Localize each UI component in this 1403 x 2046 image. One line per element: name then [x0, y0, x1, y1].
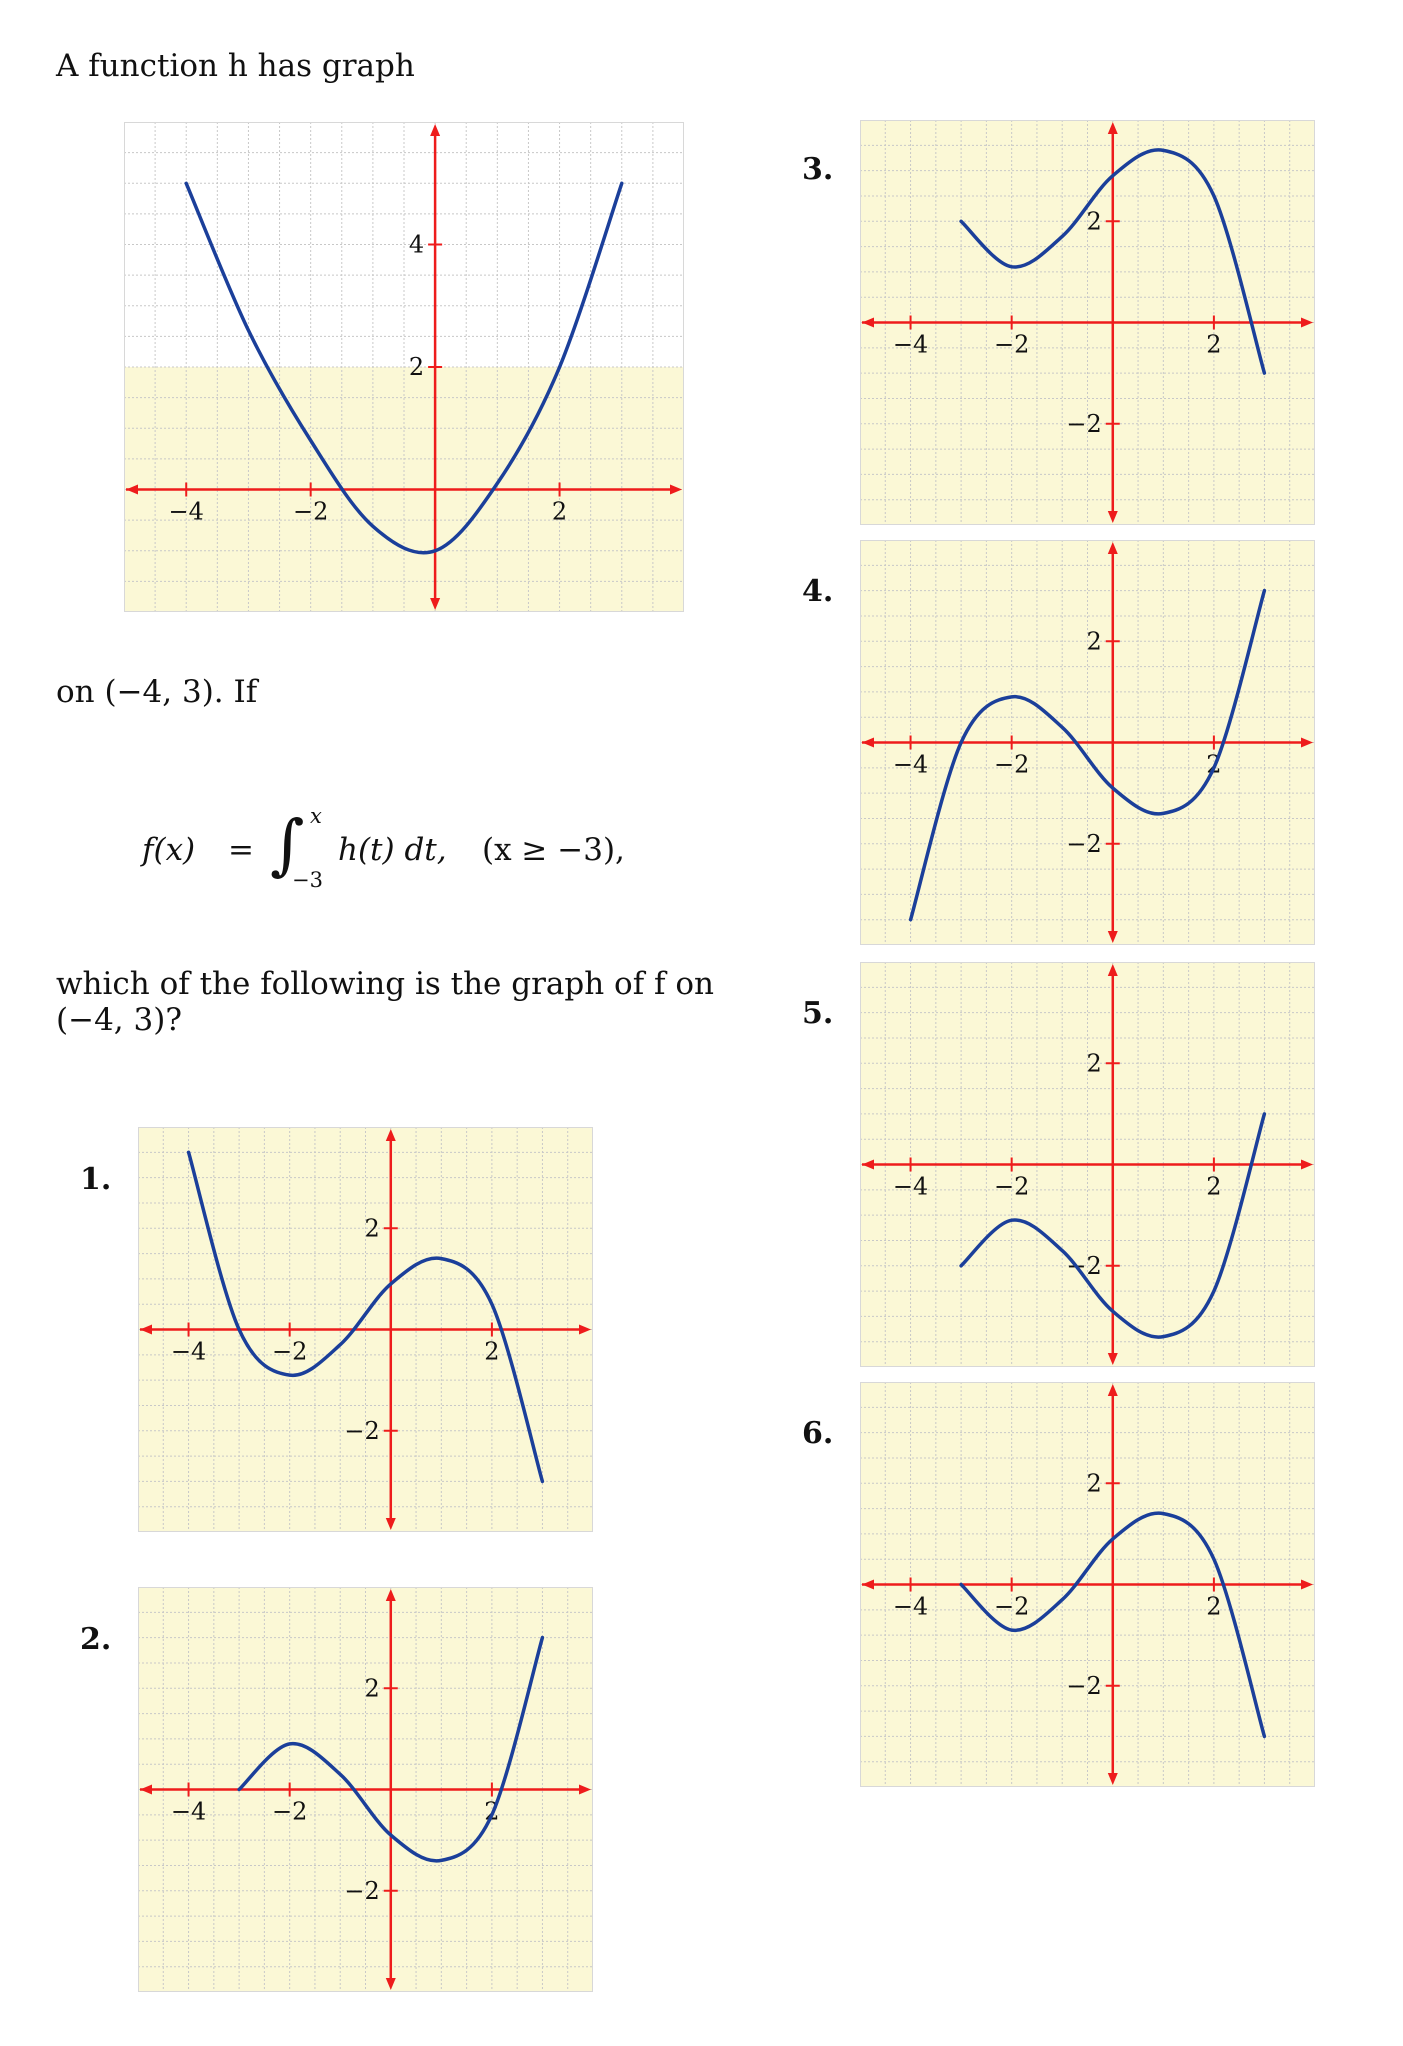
graph-choice-1: [138, 1127, 593, 1532]
x-tick-label: −4: [892, 330, 929, 359]
question-line-2: (−4, 3)?: [56, 1002, 182, 1038]
integral-sign: ∫: [270, 806, 305, 883]
graph-choice-4: [860, 540, 1315, 945]
choice-3-label: 3.: [802, 152, 834, 187]
choice-1-label: 1.: [80, 1162, 112, 1197]
formula-condition: (x ≥ −3),: [482, 832, 625, 868]
formula-equals: =: [228, 832, 254, 868]
question-line-1: which of the following is the graph of f on: [56, 966, 715, 1002]
x-tick-label: −4: [892, 750, 929, 779]
y-tick-label: −2: [1066, 409, 1102, 438]
x-tick-label: 2: [551, 497, 568, 526]
graph-choice-6: [860, 1382, 1315, 1787]
x-tick-label: −4: [892, 1172, 929, 1201]
choice-2-label: 2.: [80, 1622, 112, 1657]
x-tick-label: 2: [484, 1337, 500, 1366]
integral-lower-limit: −3: [292, 868, 323, 892]
y-tick-label: 2: [1086, 207, 1102, 236]
y-tick-label: 2: [408, 353, 425, 381]
y-tick-label: 2: [1086, 1469, 1102, 1498]
y-tick-label: −2: [1066, 829, 1102, 858]
x-tick-label: −4: [170, 1337, 207, 1366]
y-tick-label: 2: [364, 1214, 380, 1243]
choice-4-label: 4.: [802, 574, 834, 609]
choice-5-label: 5.: [802, 996, 834, 1031]
problem-interval: on (−4, 3). If: [56, 674, 258, 710]
x-tick-label: −2: [993, 750, 1030, 779]
y-tick-label: 4: [408, 230, 425, 259]
graph-choice-2: [138, 1587, 593, 1992]
formula-lhs: f(x): [142, 832, 196, 868]
y-tick-label: −2: [1066, 1251, 1102, 1280]
x-tick-label: −4: [170, 1797, 207, 1826]
x-tick-label: −4: [168, 497, 204, 526]
x-tick-label: −2: [993, 1172, 1030, 1201]
y-tick-label: −2: [344, 1876, 380, 1905]
x-tick-label: −4: [892, 1592, 929, 1621]
x-tick-label: −2: [292, 497, 329, 526]
x-tick-label: −2: [993, 330, 1030, 359]
choice-6-label: 6.: [802, 1416, 834, 1451]
x-tick-label: 2: [1206, 1592, 1222, 1621]
graph-h: [124, 122, 684, 612]
y-tick-label: 2: [364, 1674, 380, 1703]
x-tick-label: −2: [271, 1337, 308, 1366]
x-tick-label: −2: [271, 1797, 308, 1826]
graph-choice-5: [860, 962, 1315, 1367]
y-tick-label: −2: [344, 1416, 380, 1445]
y-tick-label: 2: [1086, 627, 1102, 656]
x-tick-label: 2: [1206, 330, 1222, 359]
graph-choice-3: [860, 120, 1315, 525]
y-tick-label: 2: [1086, 1049, 1102, 1078]
problem-intro: A function h has graph: [56, 48, 415, 84]
formula-integrand: h(t) dt,: [338, 832, 447, 868]
integral-upper-limit: x: [310, 804, 322, 828]
x-tick-label: 2: [484, 1797, 500, 1826]
x-tick-label: 2: [1206, 1172, 1222, 1201]
x-tick-label: −2: [993, 1592, 1030, 1621]
y-tick-label: −2: [1066, 1671, 1102, 1700]
x-tick-label: 2: [1206, 750, 1222, 779]
